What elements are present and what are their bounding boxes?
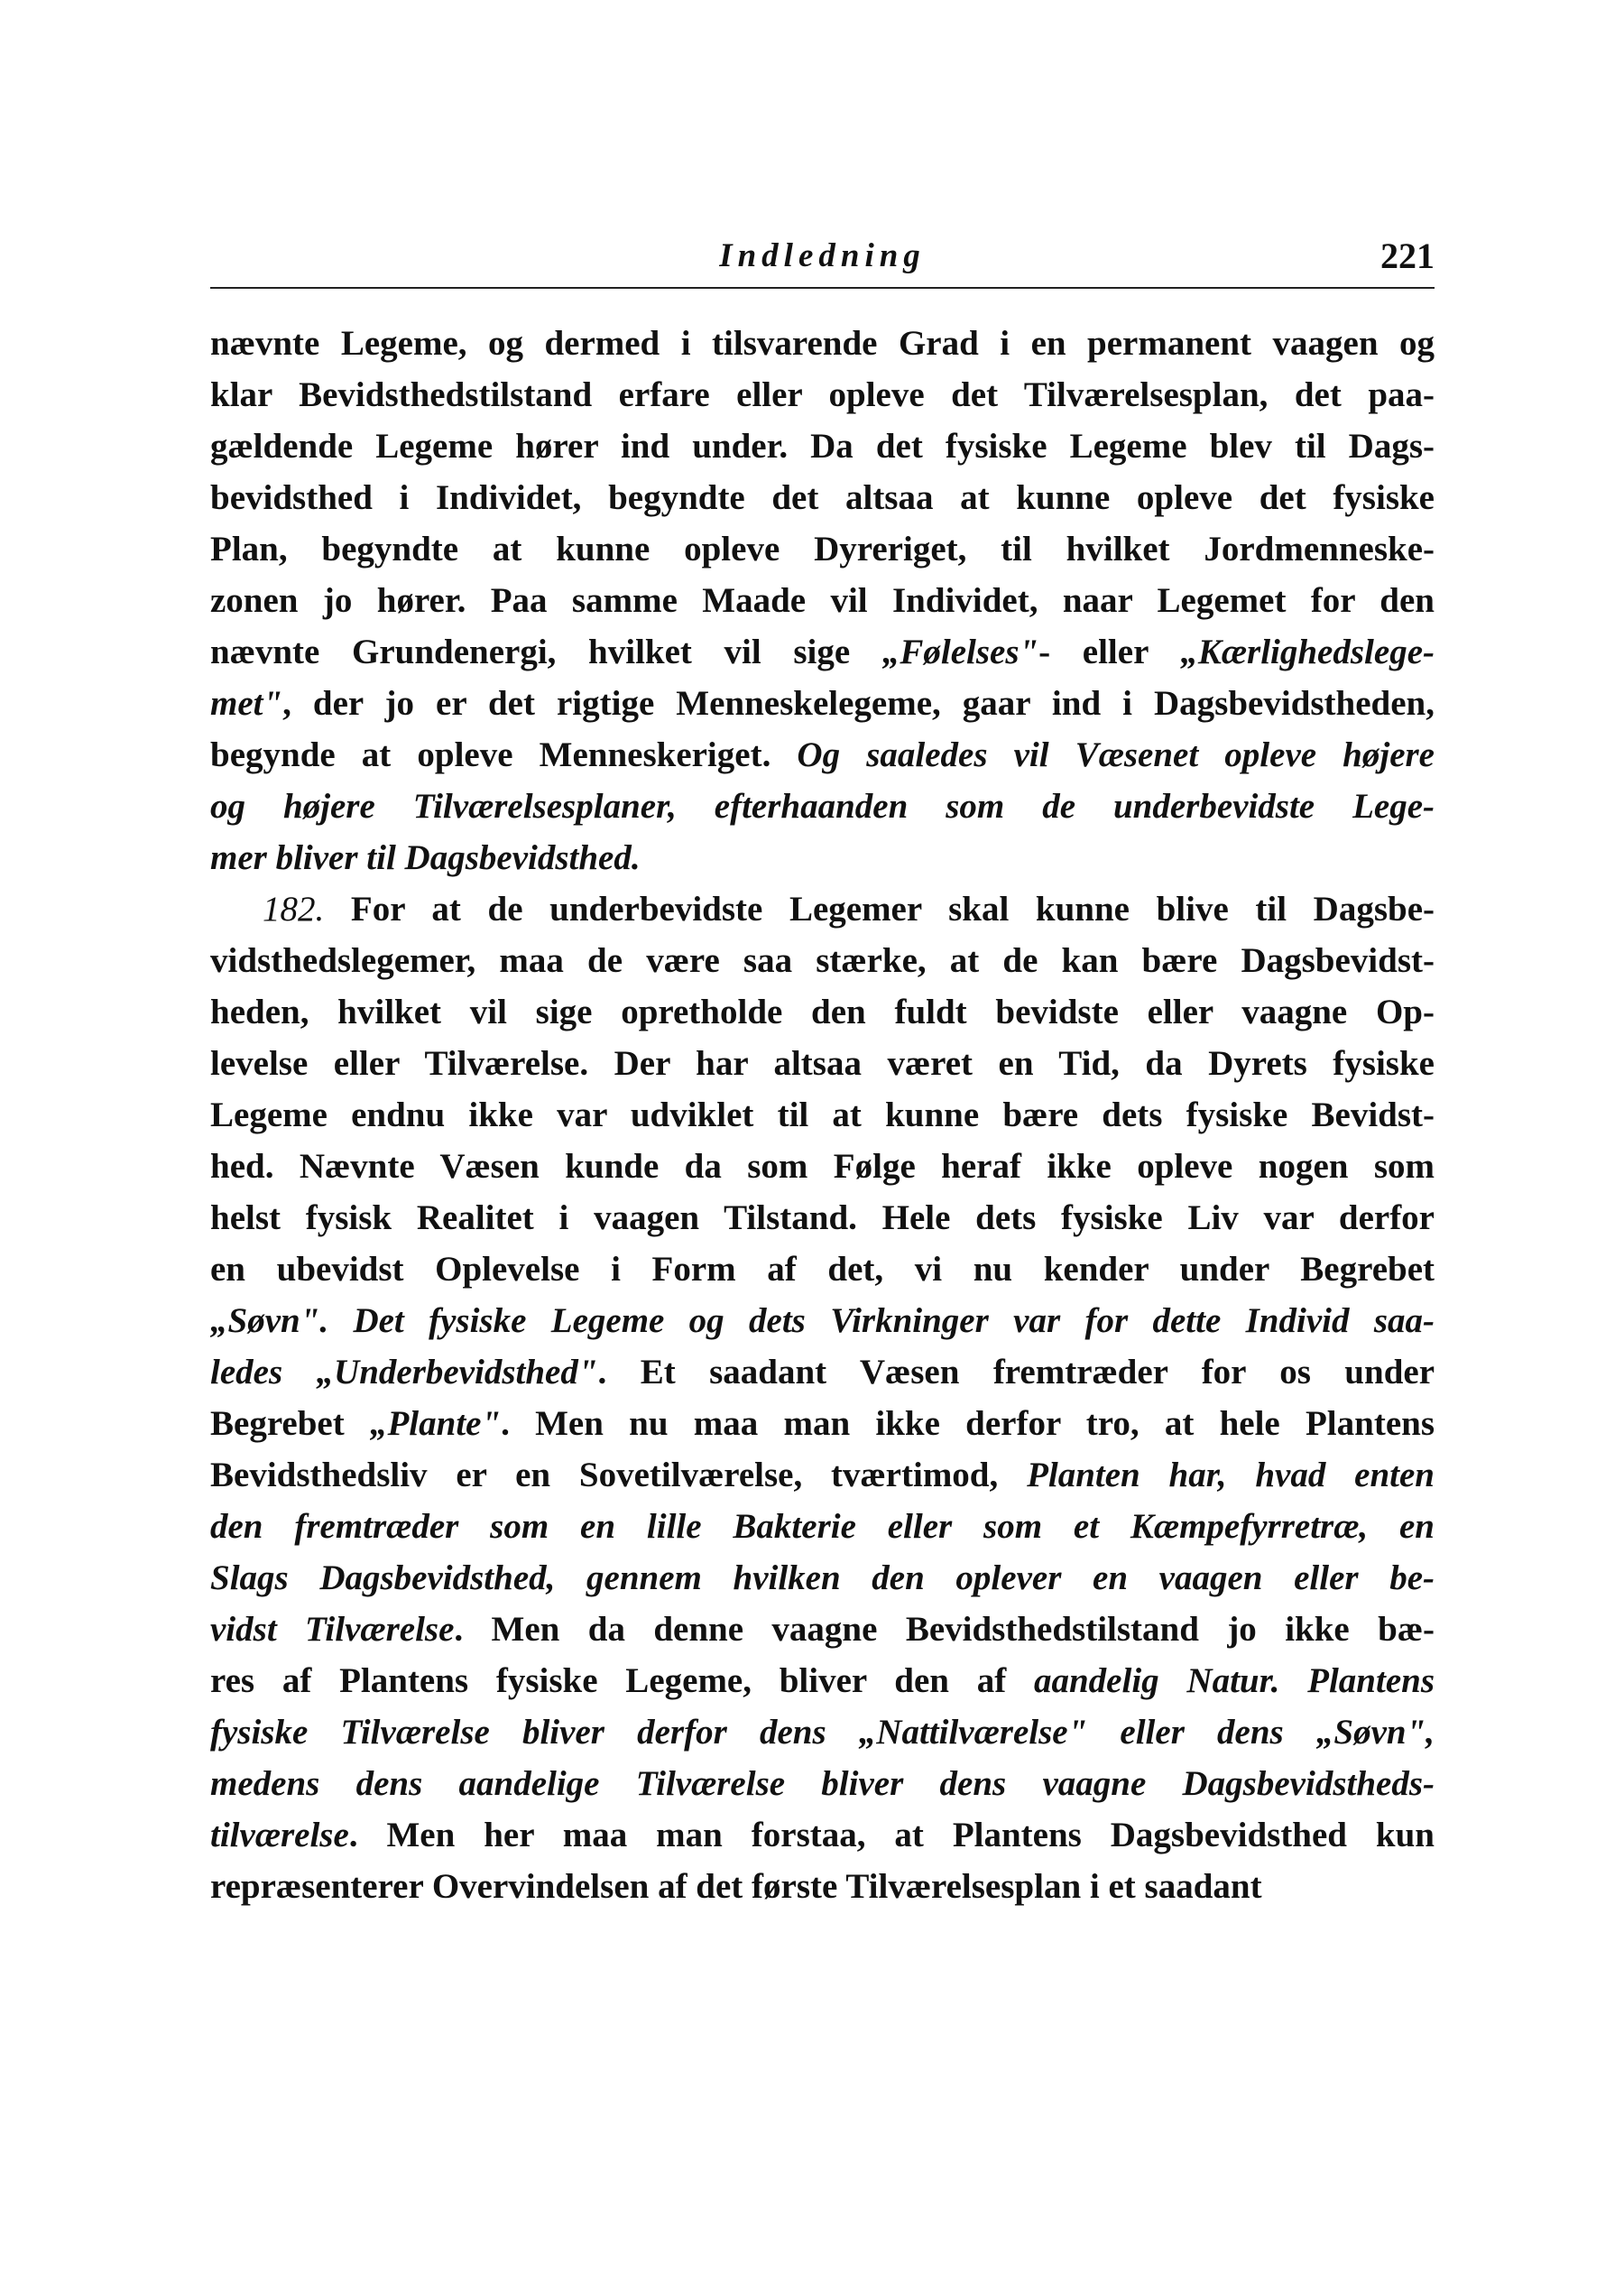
text-segment: vidsthedslegemer, maa de være saa stærke, at de kan bære Dagsbevidst-	[210, 941, 1435, 980]
italic-text: aandelig Natur. Plantens	[1033, 1661, 1435, 1700]
page-number: 221	[1380, 236, 1435, 276]
text-line	[210, 1809, 1435, 1861]
text-segment: levelse eller Tilværelse. Der har altsaa været en Tid, da Dyrets fysiske	[210, 1044, 1435, 1083]
text-segment: Legeme endnu ikke var udviklet til at kunne bære dets fysiske Bevidst-	[210, 1096, 1435, 1134]
running-head	[210, 233, 1435, 287]
text-line	[210, 369, 1435, 421]
text-line	[210, 1758, 1435, 1809]
text-line	[210, 1244, 1435, 1295]
text-line	[210, 523, 1435, 575]
text-line	[210, 1141, 1435, 1192]
text-segment: hed. Nævnte Væsen kunde da som Følge heraf ikke opleve nogen som	[210, 1147, 1435, 1186]
text-segment: klar Bevidsthedstilstand erfare eller opleve det Tilværelsesplan, det paa-	[210, 375, 1435, 414]
text-segment: . Men da denne vaagne Bevidsthedstilstand jo ikke bæ-	[454, 1610, 1435, 1649]
text-line	[210, 883, 1435, 935]
text-segment: . Et saadant Væsen fremtræder for os under	[597, 1353, 1435, 1392]
text-segment: Bevidsthedsliv er en Sovetilværelse, tværtimod,	[210, 1456, 1028, 1494]
text-line	[210, 1038, 1435, 1089]
text-line	[210, 1501, 1435, 1552]
italic-text: fysiske Tilværelse bliver derfor dens „Nattilværelse" eller dens „Søvn",	[210, 1713, 1435, 1752]
text-line	[210, 1398, 1435, 1449]
text-line	[210, 1552, 1435, 1604]
italic-text: Planten har, hvad enten	[1027, 1456, 1435, 1494]
running-title: Indledning	[719, 237, 926, 274]
text-line	[210, 832, 1435, 883]
italic-text: Slags Dagsbevidsthed, gennem hvilken den oplever en vaagen eller be-	[210, 1558, 1435, 1597]
text-line	[210, 1655, 1435, 1706]
text-line	[210, 1604, 1435, 1655]
text-line	[210, 1449, 1435, 1501]
italic-text: tilværelse	[210, 1816, 349, 1854]
text-segment: gældende Legeme hører ind under. Da det fysiske Legeme blev til Dags-	[210, 427, 1435, 466]
text-segment: en ubevidst Oplevelse i Form af det, vi nu kender under Begrebet	[210, 1250, 1435, 1289]
italic-text: mer bliver til Dagsbevidsthed.	[210, 838, 641, 877]
text-segment: For at de underbevidste Legemer skal kunne blive til Dagsbe-	[324, 890, 1435, 929]
text-line	[210, 1706, 1435, 1758]
text-line	[210, 472, 1435, 523]
italic-text: medens dens aandelige Tilværelse bliver dens vaagne Dagsbevidstheds-	[210, 1764, 1435, 1803]
text-segment: helst fysisk Realitet i vaagen Tilstand. Hele dets fysiske Liv var derfor	[210, 1198, 1435, 1237]
text-segment: nævnte Legeme, og dermed i tilsvarende Grad i en permanent vaagen og	[210, 324, 1435, 363]
italic-text: met"	[210, 684, 283, 723]
text-line	[210, 1295, 1435, 1346]
text-line	[210, 626, 1435, 678]
text-segment: nævnte Grundenergi, hvilket vil sige	[210, 633, 882, 671]
italic-text: Og saaledes vil Væsenet opleve højere	[797, 735, 1435, 774]
text-line	[210, 1861, 1435, 1912]
header-rule	[210, 287, 1435, 289]
text-segment: . Men her maa man forstaa, at Plantens Dagsbevidsthed kun	[348, 1816, 1435, 1854]
text-line	[210, 575, 1435, 626]
text-segment: repræsenterer Overvindelsen af det første Tilværelsesplan i et saadant	[210, 1867, 1262, 1906]
text-segment: Plan, begyndte at kunne opleve Dyreriget, til hvilket Jordmenneske-	[210, 530, 1435, 569]
text-line	[210, 1192, 1435, 1244]
text-line	[210, 421, 1435, 472]
text-segment: res af Plantens fysiske Legeme, bliver den af	[210, 1661, 1034, 1700]
text-line	[210, 729, 1435, 781]
text-segment: zonen jo hører. Paa samme Maade vil Individet, naar Legemet for den	[210, 581, 1435, 620]
text-line	[210, 1346, 1435, 1398]
italic-text: vidst Tilværelse	[210, 1610, 455, 1649]
italic-text: „Kærlighedslege-	[1180, 633, 1435, 671]
text-segment: begynde at opleve Menneskeriget.	[210, 735, 798, 774]
text-segment: - eller	[1038, 633, 1181, 671]
italic-text: „Søvn". Det fysiske Legeme og dets Virkninger var for dette Individ saa-	[210, 1301, 1435, 1340]
italic-text: og højere Tilværelsesplaner, efterhaanden som de underbevidste Lege-	[210, 787, 1435, 826]
text-line	[210, 935, 1435, 986]
text-segment: , der jo er det rigtige Menneskelegeme, gaar ind i Dagsbevidstheden,	[282, 684, 1435, 723]
text-line	[210, 678, 1435, 729]
text-line	[210, 986, 1435, 1038]
text-segment: Begrebet	[210, 1404, 370, 1443]
text-segment: . Men nu maa man ikke derfor tro, at hele Plantens	[501, 1404, 1435, 1443]
italic-text: „Plante"	[369, 1404, 502, 1443]
text-line	[210, 1089, 1435, 1141]
body-text	[210, 318, 1435, 1912]
text-line	[210, 781, 1435, 832]
text-line	[210, 318, 1435, 369]
italic-text: ledes „Underbevidsthed"	[210, 1353, 598, 1392]
italic-text: „Følelses"	[881, 633, 1039, 671]
italic-text: den fremtræder som en lille Bakterie eller som et Kæmpefyrretræ, en	[210, 1507, 1435, 1546]
text-segment: bevidsthed i Individet, begyndte det altsaa at kunne opleve det fysiske	[210, 478, 1435, 517]
text-segment: heden, hvilket vil sige opretholde den fuldt bevidste eller vaagne Op-	[210, 993, 1435, 1031]
paragraph-number: 182.	[263, 890, 325, 929]
